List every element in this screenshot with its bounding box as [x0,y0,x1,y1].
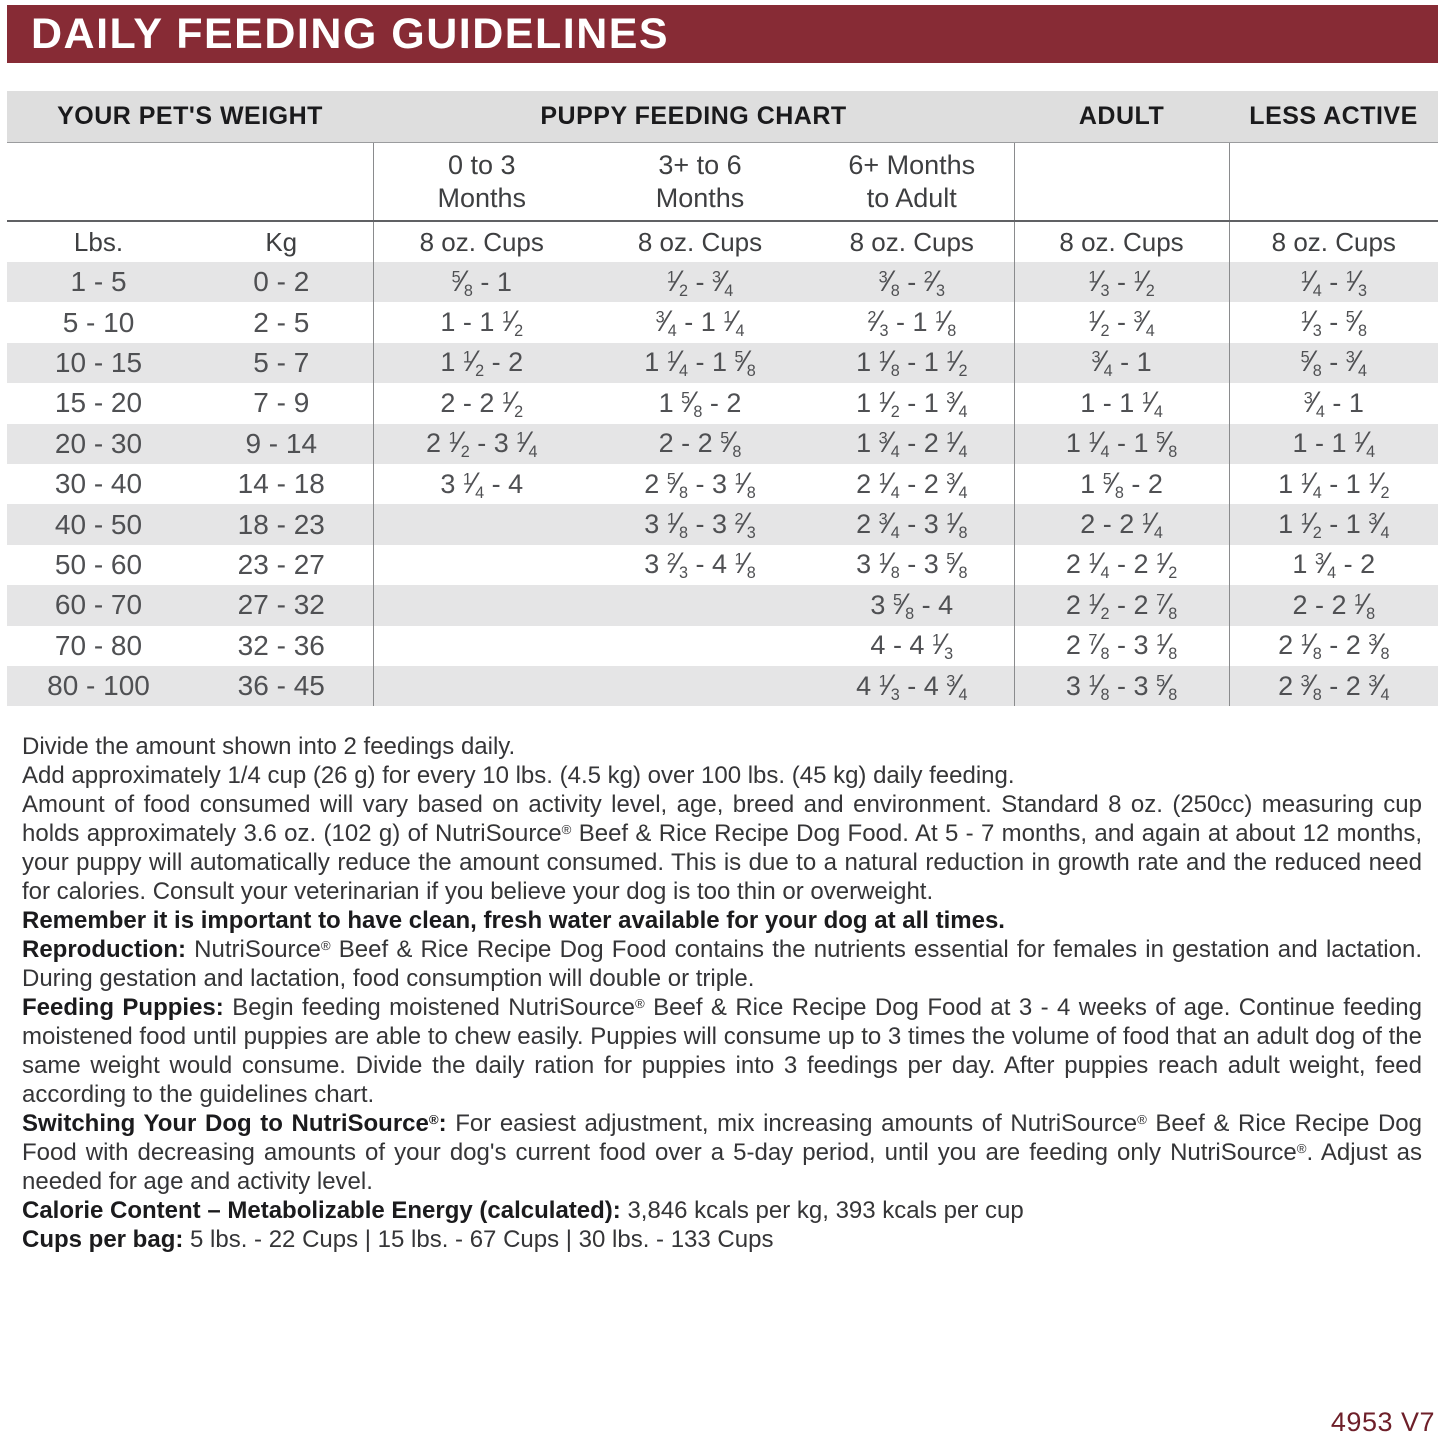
table-row [7,343,1438,383]
unit-cups-0-3: 8 oz. Cups [373,221,590,262]
table-row [7,424,1438,464]
table-age-range-row [7,143,1438,222]
puppy-3-6-cups-cell [590,585,810,625]
puppy-6-adult-cups-cell: 3 $^5⁄_8 - 4$ [810,585,1014,625]
table-row [7,383,1438,423]
weight-kg-cell: 32 - 36 [237,629,325,661]
puppy-6-adult-cups-cell: 3 $^1⁄_8 - 3$ $^5⁄_8$ [856,548,968,583]
cups-per-bag-lead: Cups per bag: [22,1226,184,1254]
puppy-0-3-cups-cell: 2 - 2 $^1⁄_2$ [373,383,590,423]
age-range-0-3-months: 0 to 3 Months [373,143,590,222]
note-fresh-water: Remember it is important to have clean, fresh water available for your dog at all times. [22,907,1005,935]
section-feeding-puppies-text: Begin feeding moistened NutriSource® Beef & Rice Recipe Dog Food at 3 - 4 weeks of age. Continue feeding moistened food until puppies are able to chew easily. Puppies will consume up to 3 times the volume of food that an adult dog of the same weight would consume. Divide the daily ration for puppies into 3 feedings per day. After puppies reach adult weight, feed according to the guidelines chart. [22,994,1423,1109]
weight-kg-cell: 36 - 45 [190,666,373,706]
weight-lbs-cell: 1 - 5 [7,262,190,302]
table-row [7,666,1438,706]
weight-lbs-cell: 40 - 50 [7,504,190,544]
weight-kg-cell: 27 - 32 [190,585,373,625]
section-switching-lead: Switching Your Dog to NutriSource®: [22,1110,447,1138]
puppy-3-6-cups-cell: 1 $^1⁄_4 - 1$ $^5⁄_8$ [590,343,810,383]
puppy-3-6-cups-cell: $^1⁄_2$ - $^3⁄_4$ [590,262,810,302]
adult-cups-cell: 2 - 2 $^1⁄_4$ [1014,504,1229,544]
less-active-cups-cell: $^3⁄_4 - 1$ [1229,383,1438,423]
puppy-3-6-cups-cell: 1 $^5⁄_8 - 2$ [658,386,742,421]
section-feeding-puppies-lead: Feeding Puppies: [22,994,224,1022]
weight-kg-cell: 14 - 18 [237,468,325,500]
header-your-pets-weight: YOUR PET'S WEIGHT [7,91,373,143]
weight-lbs-cell: 10 - 15 [7,343,190,383]
puppy-6-adult-cups-cell: 1 $^3⁄_4 - 2$ $^1⁄_4$ [810,424,1014,464]
section-switching [22,1109,1422,1196]
less-active-cups-cell: 1 - 1 $^1⁄_4$ [1229,424,1438,464]
unit-cups-adult: 8 oz. Cups [1014,221,1229,262]
unit-cups-3-6: 8 oz. Cups [637,226,763,257]
unit-lbs: Lbs. [73,226,124,257]
adult-cups-cell: 1 $^5⁄_8 - 2$ [1014,464,1229,504]
puppy-0-3-cups-cell: 1 $^1⁄_2 - 2$ [373,343,590,383]
puppy-6-adult-cups-cell: 2 $^3⁄_4 - 3$ $^1⁄_8$ [810,504,1014,544]
puppy-0-3-cups-cell: 2 $^1⁄_2 - 3$ $^1⁄_4$ [373,424,590,464]
page-title-bar [7,5,1438,63]
less-active-cups-cell: 1 $^1⁄_2 - 1$ $^3⁄_4$ [1229,504,1438,544]
calorie-content-line [22,1196,1422,1225]
header-adult: ADULT [1014,91,1229,143]
less-active-cups-cell: 1 $^1⁄_4 - 1$ $^1⁄_2$ [1229,464,1438,504]
weight-kg-cell: 9 - 14 [190,424,373,464]
cups-per-bag-line [22,1225,1422,1254]
less-active-cups-cell: $^5⁄_8$ - $^3⁄_4$ [1229,343,1438,383]
puppy-6-adult-cups-cell: 1 $^1⁄_2 - 1$ $^3⁄_4$ [856,386,968,421]
weight-lbs-cell: 60 - 70 [7,585,190,625]
unit-cups-6-adult: 8 oz. Cups [849,226,974,257]
table-row [7,626,1438,666]
puppy-0-3-cups-cell [373,666,590,706]
weight-kg-cell: 0 - 2 [190,262,373,302]
table-group-header-row [7,91,1438,143]
weight-kg-cell: 23 - 27 [237,548,325,580]
section-reproduction [22,935,1422,993]
less-active-cups-cell: $^1⁄_3$ - $^5⁄_8$ [1229,302,1438,342]
weight-lbs-cell: 5 - 10 [62,306,135,338]
adult-cups-cell: 3 $^1⁄_8 - 3$ $^5⁄_8$ [1014,666,1229,706]
calorie-content-value: 3,846 kcals per kg, 393 kcals per cup [627,1197,1024,1225]
less-active-cups-cell: 1 $^3⁄_4 - 2$ [1229,545,1438,585]
section-reproduction-text: NutriSource® Beef & Rice Recipe Dog Food contains the nutrients essential for females in gestation and lactation. During gestation and lactation, food consumption will double or triple. [22,936,1423,993]
feeding-table-body [7,262,1438,706]
calorie-content-lead: Calorie Content – Metabolizable Energy (calculated): [22,1197,621,1225]
less-active-cups-cell: 2 $^3⁄_8 - 2$ $^3⁄_4$ [1229,666,1438,706]
note-amount-varies: Amount of food consumed will vary based on activity level, age, breed and environment. Standard 8 oz. (250cc) measuring cup holds approximately 3.6 oz. (102 g) of NutriSource® Beef & Rice Recipe Dog Food. At 5 - 7 months, and again at about 12 months, your puppy will automatically reduce the amount consumed. This is due to a natural reduction in growth rate and the reduced need for calories. Consult your veterinarian if you believe your dog is too thin or overweight. [22,791,1422,906]
header-less-active: LESS ACTIVE [1229,91,1438,143]
puppy-3-6-cups-cell [590,626,810,666]
adult-cups-cell: 2 $^1⁄_4 - 2$ $^1⁄_2$ [1014,545,1229,585]
cups-per-bag-value: 5 lbs. - 22 Cups | 15 lbs. - 67 Cups | 30 lbs. - 133 Cups [190,1226,774,1254]
puppy-6-adult-cups-cell: 4 - 4 $^1⁄_3$ [870,629,954,664]
adult-cups-cell: 2 $^7⁄_8 - 3$ $^1⁄_8$ [1014,626,1229,666]
unit-kg: Kg [265,226,298,257]
adult-cups-cell: $^1⁄_2$ - $^3⁄_4$ [1014,302,1229,342]
adult-cups-cell: $^1⁄_3$ - $^1⁄_2$ [1014,262,1229,302]
puppy-6-adult-cups-cell: 1 $^1⁄_8 - 1$ $^1⁄_2$ [810,343,1014,383]
page-title: DAILY FEEDING GUIDELINES [31,9,670,58]
puppy-3-6-cups-cell: 2 - 2 $^5⁄_8$ [590,424,810,464]
table-row [7,585,1438,625]
puppy-3-6-cups-cell [590,666,810,706]
weight-lbs-cell: 15 - 20 [54,387,143,419]
age-range-adult-spacer [1014,143,1229,222]
puppy-0-3-cups-cell [373,545,590,585]
section-switching-text: For easiest adjustment, mix increasing amounts of NutriSource® Beef & Rice Recipe Dog Food with decreasing amounts of your dog's current food over a 5-day period, until you are feeding only NutriSource®. Adjust as needed for age and activity level. [22,1110,1422,1196]
table-row [7,464,1438,504]
weight-lbs-cell: 70 - 80 [54,629,143,661]
adult-cups-cell: 2 $^1⁄_2 - 2$ $^7⁄_8$ [1014,585,1229,625]
weight-kg-cell: 2 - 5 [253,306,310,338]
weight-lbs-cell: 20 - 30 [7,424,190,464]
table-row [7,262,1438,302]
table-row [7,504,1438,544]
weight-kg-cell: 18 - 23 [190,504,373,544]
weight-kg-cell: 7 - 9 [253,387,310,419]
notes-section [22,732,1422,1254]
weight-lbs-cell: 50 - 60 [54,548,143,580]
feeding-table [7,91,1438,706]
adult-cups-cell: $^3⁄_4 - 1$ [1014,343,1229,383]
puppy-0-3-cups-cell [373,504,590,544]
puppy-0-3-cups-cell: 1 - 1 $^1⁄_2$ [373,302,590,342]
header-puppy-feeding-chart: PUPPY FEEDING CHART [373,91,1014,143]
document-code: 4953 V7 [1330,1407,1435,1437]
puppy-3-6-cups-cell: 3 $^2⁄_3 - 4$ $^1⁄_8$ [644,548,756,583]
table-row [7,302,1438,342]
puppy-0-3-cups-cell: $^5⁄_8 - 1$ [373,262,590,302]
puppy-3-6-cups-cell: 3 $^1⁄_8 - 3$ $^2⁄_3$ [590,504,810,544]
puppy-0-3-cups-cell: 3 $^1⁄_4 - 4$ [373,464,590,504]
puppy-6-adult-cups-cell: $^2⁄_3 - 1$ $^1⁄_8$ [867,306,957,340]
puppy-3-6-cups-cell: $^3⁄_4 - 1$ $^1⁄_4$ [655,306,745,340]
puppy-3-6-cups-cell: 2 $^5⁄_8 - 3$ $^1⁄_8$ [644,467,756,502]
puppy-6-adult-cups-cell: $^3⁄_8$ - $^2⁄_3$ [810,262,1014,302]
puppy-6-adult-cups-cell: 2 $^1⁄_4 - 2$ $^3⁄_4$ [856,467,968,502]
age-range-6-months-to-adult: 6+ Months to Adult [810,143,1014,222]
section-reproduction-lead: Reproduction: [22,936,186,964]
section-feeding-puppies [22,993,1422,1109]
less-active-cups-cell: $^1⁄_4$ - $^1⁄_3$ [1229,262,1438,302]
note-add-quarter-cup: Add approximately 1/4 cup (26 g) for every 10 lbs. (4.5 kg) over 100 lbs. (45 kg) daily feeding. [22,762,1015,790]
unit-cups-less-active: 8 oz. Cups [1229,221,1438,262]
puppy-6-adult-cups-cell: 4 $^1⁄_3 - 4$ $^3⁄_4$ [810,666,1014,706]
less-active-cups-cell: 2 - 2 $^1⁄_8$ [1229,585,1438,625]
weight-lbs-cell: 80 - 100 [7,666,190,706]
adult-cups-cell: 1 - 1 $^1⁄_4$ [1014,383,1229,423]
age-range-less-active-spacer [1229,143,1438,222]
note-divide-feedings: Divide the amount shown into 2 feedings daily. [22,733,516,761]
weight-lbs-cell: 30 - 40 [54,468,143,500]
weight-kg-cell: 5 - 7 [190,343,373,383]
adult-cups-cell: 1 $^1⁄_4 - 1$ $^5⁄_8$ [1014,424,1229,464]
age-range-spacer [7,143,373,222]
table-row [7,545,1438,585]
age-range-3-6-months: 3+ to 6 Months [590,143,810,222]
table-unit-row [7,221,1438,262]
puppy-0-3-cups-cell [373,585,590,625]
less-active-cups-cell: 2 $^1⁄_8 - 2$ $^3⁄_8$ [1229,626,1438,666]
puppy-0-3-cups-cell [373,626,590,666]
